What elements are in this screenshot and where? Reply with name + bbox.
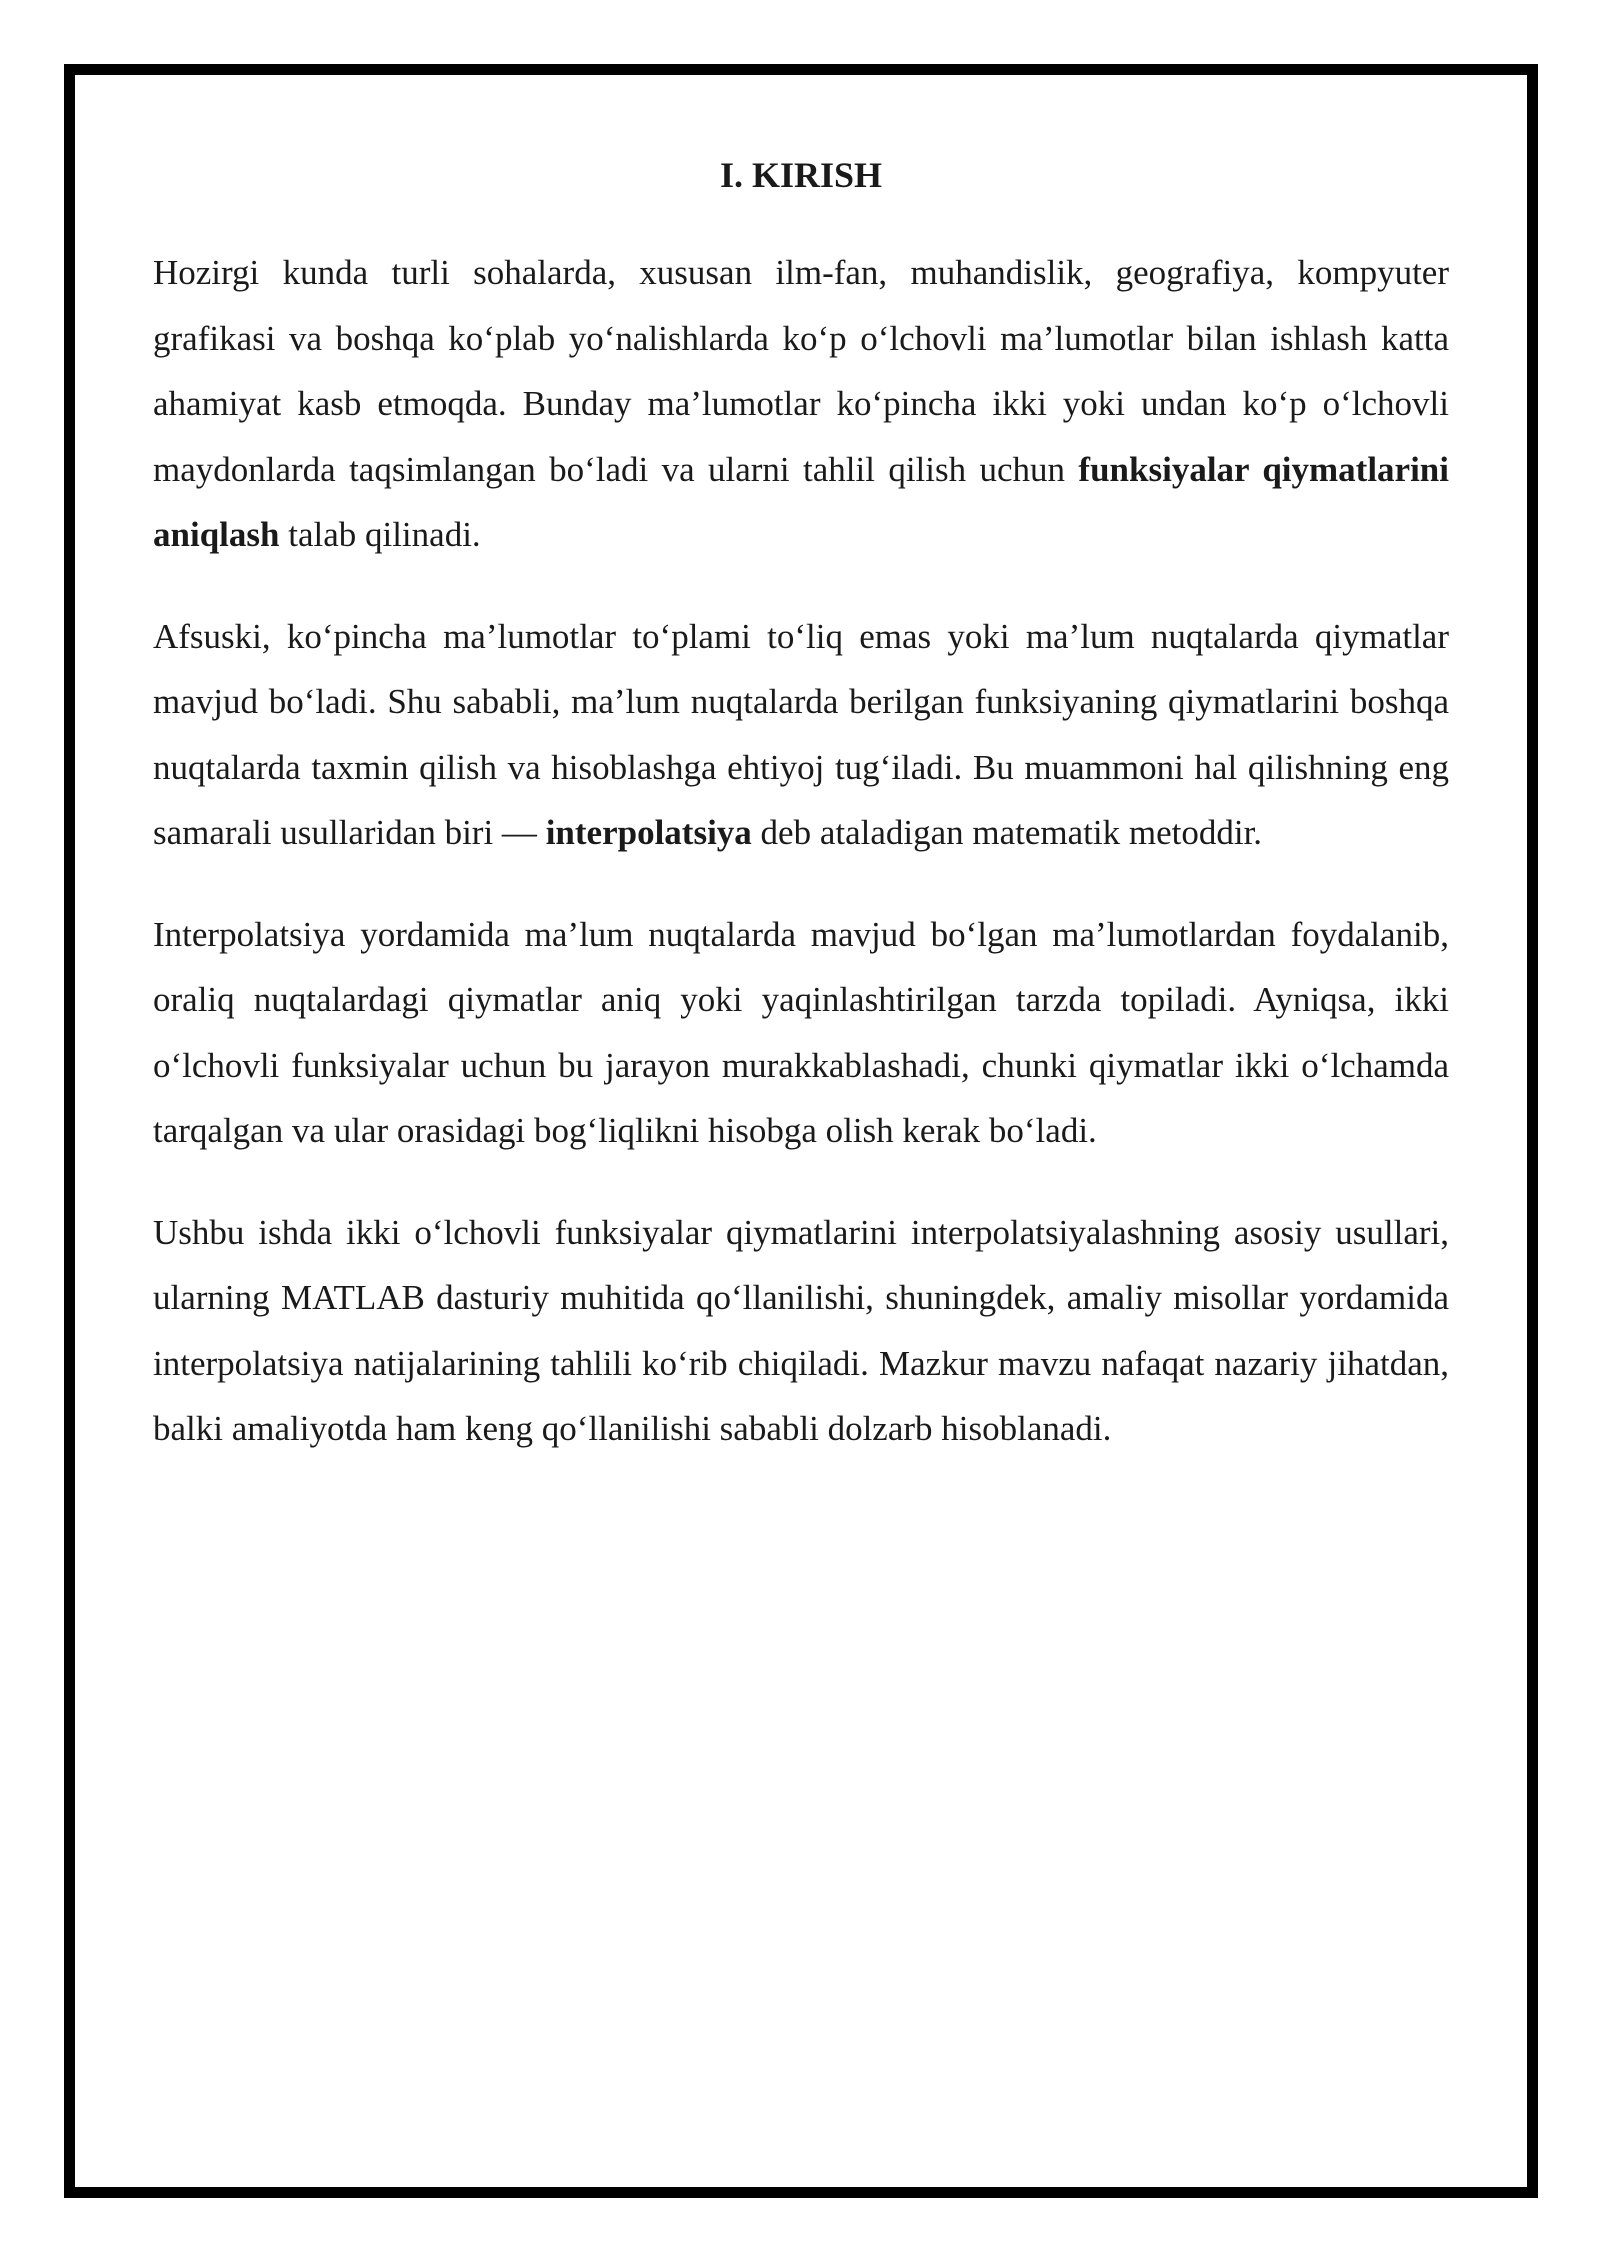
paragraph-text: talab qilinadi. bbox=[279, 515, 481, 554]
paragraph-text: Hozirgi kunda turli sohalarda, xususan ilm-fan, muhandislik, geografiya, kompyuter grafikasi va boshqa ko‘plab yo‘nalishlarda ko‘p o‘lchovli ma’lumotlar bilan ishlash katta ahamiyat kasb etmoqda. Bunday ma’lumotlar ko‘pincha ikki yoki undan ko‘p o‘lchovli maydonlarda taqsimlangan bo‘ladi va ularni tahlil qilish uchun bbox=[153, 253, 1449, 489]
paragraph-intro bbox=[153, 240, 1449, 568]
paragraph-text: deb ataladigan matematik metoddir. bbox=[751, 813, 1263, 852]
paragraph-interpolation: Interpolatsiya yordamida ma’lum nuqtalarda mavjud bo‘lgan ma’lumotlardan foydalanib, oraliq nuqtalardagi qiymatlar aniq yoki yaqinlashtirilgan tarzda topiladi. Ayniqsa, ikki o‘lchovli funksiyalar uchun bu jarayon murakkablashadi, chunki qiymatlar ikki o‘lchamda tarqalgan va ular orasidagi bog‘liqlikni hisobga olish kerak bo‘ladi. bbox=[153, 914, 1449, 1150]
document-body bbox=[153, 140, 1449, 1498]
paragraph-problem bbox=[153, 604, 1449, 866]
bold-term: interpolatsiya bbox=[545, 813, 752, 852]
section-title: I. KIRISH bbox=[719, 155, 883, 195]
paragraph-text: Afsuski, ko‘pincha ma’lumotlar to‘plami to‘liq emas yoki ma’lum nuqtalarda qiymatlar mavjud bo‘ladi. Shu sababli, ma’lum nuqtalarda berilgan funksiyaning qiymatlarini boshqa nuqtalarda taxmin qilish va hisoblashga ehtiyoj tug‘iladi. Bu muammoni hal qilishning eng samarali usullaridan biri — bbox=[153, 616, 1449, 852]
paragraph-scope: Ushbu ishda ikki o‘lchovli funksiyalar qiymatlarini interpolatsiyalashning asosiy usullari, ularning MATLAB dasturiy muhitida qo‘llanilishi, shuningdek, amaliy misollar yordamida interpolatsiya natijalarining tahlili ko‘rib chiqiladi. Mazkur mavzu nafaqat nazariy jihatdan, balki amaliyotda ham keng qo‘llanilishi sababli dolzarb hisoblanadi. bbox=[153, 1212, 1449, 1448]
bold-term: funksiyalar qiymatlarini aniqlash bbox=[153, 449, 1449, 554]
